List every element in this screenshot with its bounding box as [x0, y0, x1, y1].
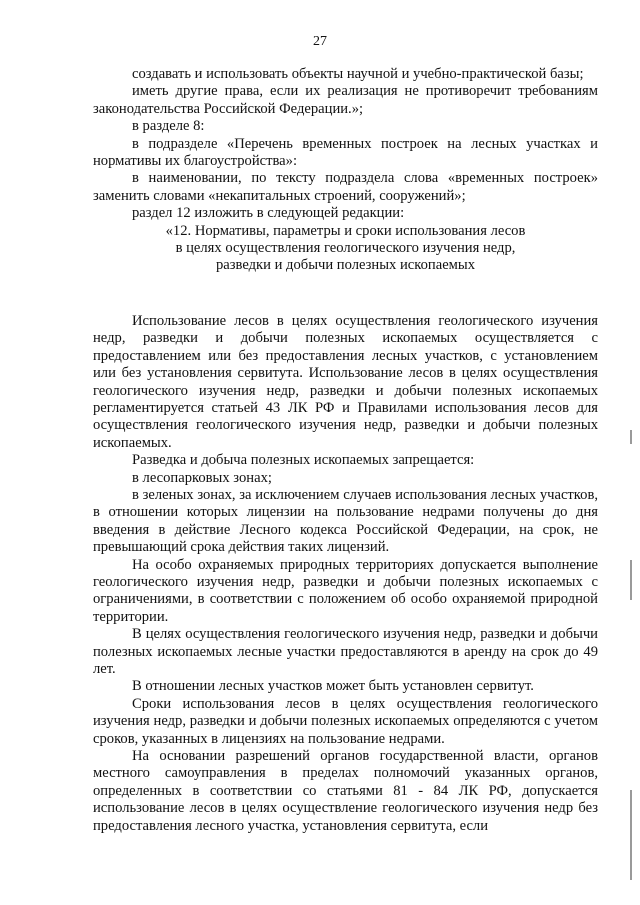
paragraph: в зеленых зонах, за исключением случаев использования лесных участков, в отношении которых лицензии на пользование недрами получены до дня введения в действие Лесного кодекса Российской Федерации, на срок, не превышающий срока действия таких лицензий. [93, 486, 598, 556]
scan-artifact [630, 430, 632, 444]
paragraph: Использование лесов в целях осуществления геологического изучения недр, разведки и добычи полезных ископаемых осуществляется с предоставлением или без предоставления лесных участков, с установлением или без установления сервитута. Использование лесов в целях осуществления геологического изучения недр, разведки и добычи полезных ископаемых регламентируется статьей 43 ЛК РФ и Правилами использования лесов для осуществления геологического изучения недр, разведки и добычи полезных ископаемых. [93, 312, 598, 451]
scan-artifact [630, 560, 632, 600]
page-number: 27 [313, 34, 327, 49]
heading-line: разведки и добычи полезных ископаемых [215, 257, 476, 274]
paragraph: Сроки использования лесов в целях осуществления геологического изучения недр, разведки и добычи полезных ископаемых определяются с учетом сроков, указанных в лицензиях на пользование недрами. [93, 695, 598, 747]
paragraph: в наименовании, по тексту подраздела слова «временных построек» заменить словами «некапитальных строений, сооружений»; [93, 170, 598, 204]
paragraph: в подразделе «Перечень временных построек на лесных участках и нормативы их благоустройства»: [93, 135, 598, 170]
heading-line: «12. Нормативы, параметры и сроки использования лесов [165, 222, 526, 239]
scan-artifact [630, 790, 632, 880]
section-heading [93, 223, 598, 275]
document-text [93, 66, 598, 835]
paragraph: создавать и использовать объекты научной и учебно-практической базы; [132, 66, 584, 82]
paragraph: На особо охраняемых природных территориях допускается выполнение геологического изучения недр, разведки и добычи полезных ископаемых с ограничениями, в соответствии с положением об особо охраняемой природной территории. [93, 556, 598, 625]
paragraph: в разделе 8: [132, 118, 205, 135]
paragraph: иметь другие права, если их реализация не противоречит требованиям законодательства Российской Федерации.»; [93, 83, 598, 117]
paragraph: На основании разрешений органов государственной власти, органов местного самоуправления в пределах полномочий указанных органов, определенных в соответствии со статьями 81 - 84 ЛК РФ, допускается использование лесов в целях осуществление геологического изучения недр без предоставления лесного участка, установления сервитута, если [93, 748, 598, 834]
paragraph: Разведка и добыча полезных ископаемых запрещается: [132, 452, 475, 469]
heading-line: в целях осуществления геологического изучения недр, [175, 240, 516, 257]
paragraph: В отношении лесных участков может быть установлен сервитут. [132, 678, 534, 695]
spacer [93, 275, 598, 313]
paragraph: раздел 12 изложить в следующей редакции: [132, 205, 405, 222]
paragraph: В целях осуществления геологического изучения недр, разведки и добычи полезных ископаемых лесные участки предоставляются в аренду на срок до 49 лет. [93, 626, 598, 677]
paragraph: в лесопарковых зонах; [132, 469, 272, 486]
